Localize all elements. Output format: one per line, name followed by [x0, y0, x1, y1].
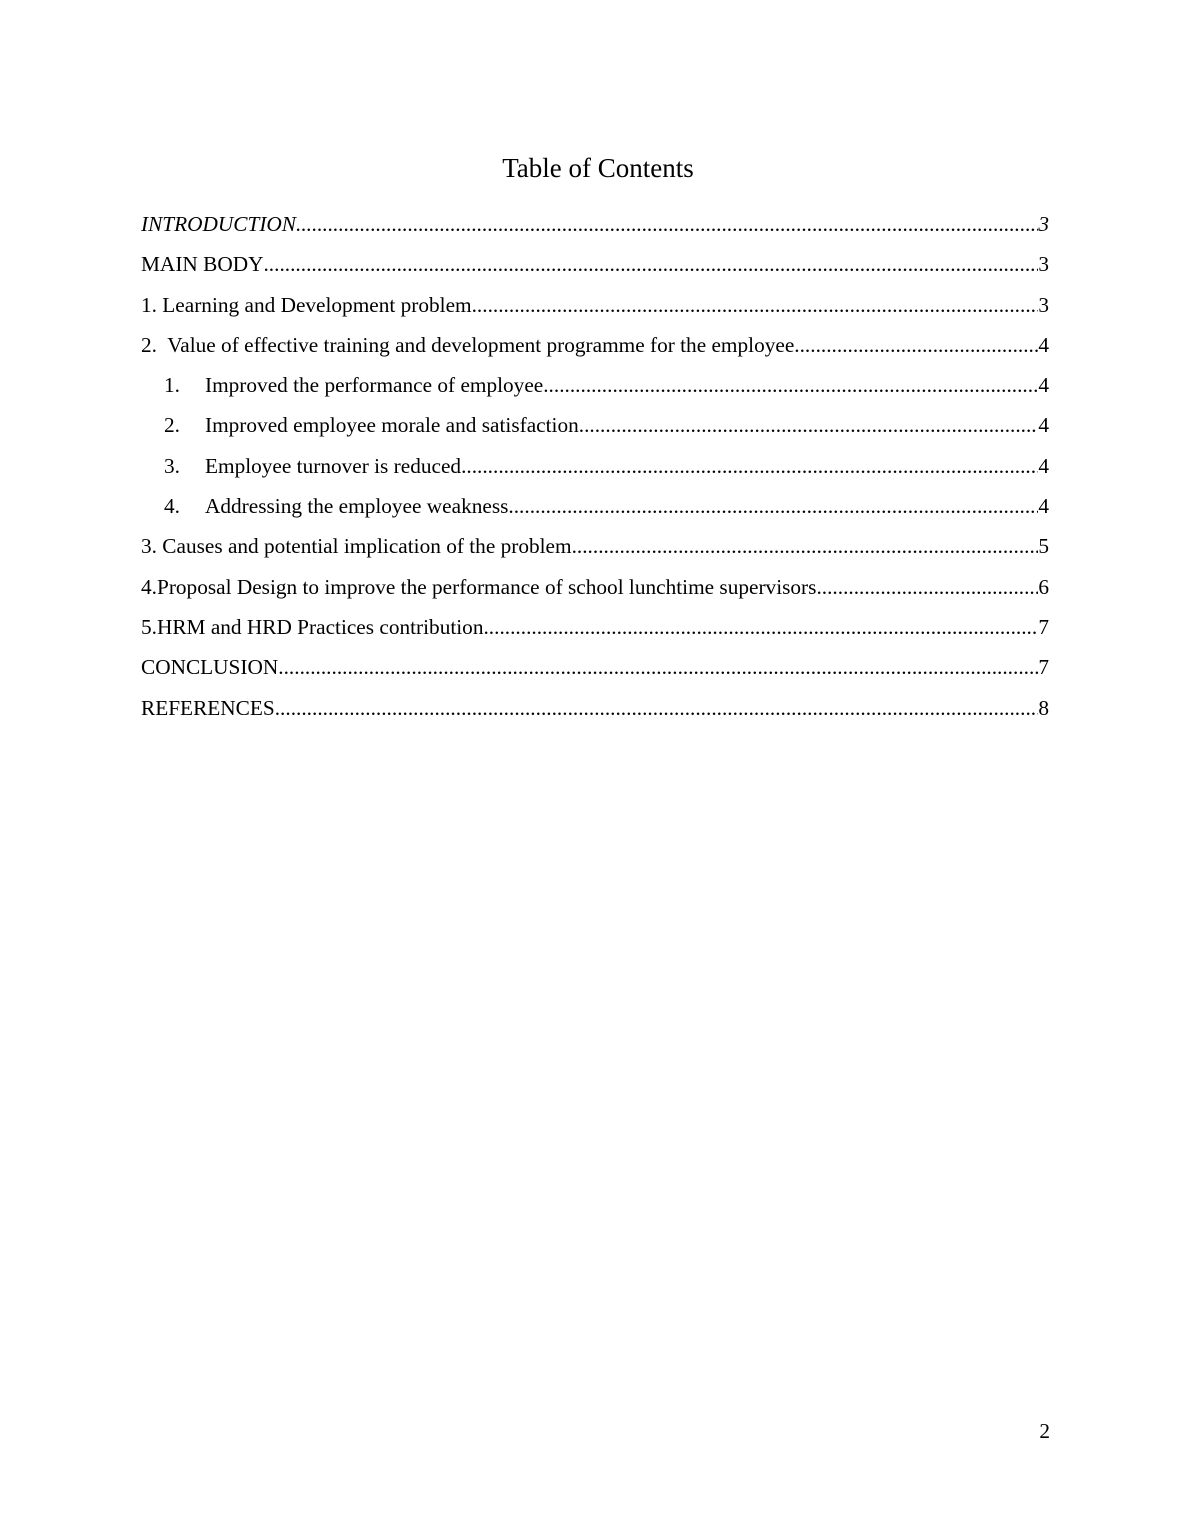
- toc-entry-page: 3: [1038, 252, 1049, 277]
- toc-entry-number: 2.: [164, 413, 180, 438]
- dot-leader: [278, 647, 1038, 687]
- toc-entry-text: MAIN BODY: [141, 252, 264, 277]
- toc-entry-causes-implication[interactable]: [141, 526, 1049, 566]
- toc-entry-conclusion[interactable]: [141, 647, 1049, 687]
- toc-entry-text: REFERENCES: [141, 695, 275, 720]
- toc-entry-number: 3.: [164, 453, 180, 478]
- toc-entry-page: 4: [1038, 494, 1049, 519]
- toc-entry-learning-development-problem[interactable]: [141, 285, 1049, 325]
- page-number: 2: [1039, 1419, 1050, 1443]
- dot-leader: [296, 204, 1038, 244]
- dot-leader: [472, 285, 1039, 325]
- dot-leader: [263, 244, 1038, 284]
- dot-leader: [483, 607, 1038, 647]
- toc-entry-text: 4.Proposal Design to improve the performance of school lunchtime supervisors: [141, 574, 817, 599]
- toc-entry-text: 5.HRM and HRD Practices contribution: [141, 614, 484, 639]
- toc-entry-text: INTRODUCTION: [141, 212, 297, 236]
- toc-subentry-morale-satisfaction[interactable]: [141, 405, 1049, 445]
- toc-entry-main-body[interactable]: [141, 244, 1049, 284]
- toc-subentry-improved-performance[interactable]: [141, 365, 1049, 405]
- dot-leader: [816, 567, 1038, 607]
- toc-entry-page: 7: [1038, 614, 1049, 639]
- toc-entry-page: 8: [1038, 695, 1049, 720]
- toc-entry-hrm-hrd-practices[interactable]: [141, 607, 1049, 647]
- toc-entry-page: 5: [1038, 534, 1049, 559]
- dot-leader: [461, 446, 1038, 486]
- toc-entry-text: Addressing the employee weakness: [205, 494, 509, 519]
- toc-entry-number: 4.: [164, 494, 180, 519]
- toc-entry-proposal-design[interactable]: [141, 567, 1049, 607]
- toc-entry-page: 4: [1038, 453, 1049, 478]
- toc-entry-text: 2. Value of effective training and development programme for the employee: [141, 332, 795, 357]
- toc-entry-page: 4: [1038, 373, 1049, 398]
- toc-entry-introduction[interactable]: [141, 204, 1049, 244]
- toc-entry-value-of-training[interactable]: [141, 325, 1049, 365]
- dot-leader: [794, 325, 1038, 365]
- toc-entry-text: Improved the performance of employee: [205, 373, 544, 398]
- toc-entry-number: 1.: [164, 373, 180, 398]
- dot-leader: [572, 526, 1039, 566]
- table-of-contents: [141, 204, 1049, 728]
- toc-subentry-turnover-reduced[interactable]: [141, 446, 1049, 486]
- toc-entry-page: 7: [1038, 655, 1049, 680]
- toc-entry-text: CONCLUSION: [141, 655, 279, 680]
- dot-leader: [543, 365, 1038, 405]
- toc-entry-text: Employee turnover is reduced: [205, 453, 462, 478]
- toc-entry-page: 3: [1038, 292, 1049, 317]
- toc-entry-references[interactable]: [141, 688, 1049, 728]
- toc-subentry-addressing-weakness[interactable]: [141, 486, 1049, 526]
- toc-entry-text: Improved employee morale and satisfaction: [205, 413, 579, 438]
- dot-leader: [508, 486, 1038, 526]
- toc-entry-page: 6: [1038, 574, 1049, 599]
- toc-entry-text: 1. Learning and Development problem: [141, 292, 472, 317]
- toc-heading: Table of Contents: [502, 153, 694, 183]
- toc-entry-text: 3. Causes and potential implication of the problem: [141, 534, 572, 559]
- dot-leader: [579, 405, 1039, 445]
- dot-leader: [275, 688, 1039, 728]
- toc-entry-page: 3: [1038, 212, 1049, 236]
- toc-entry-page: 4: [1038, 413, 1049, 438]
- toc-entry-page: 4: [1038, 332, 1049, 357]
